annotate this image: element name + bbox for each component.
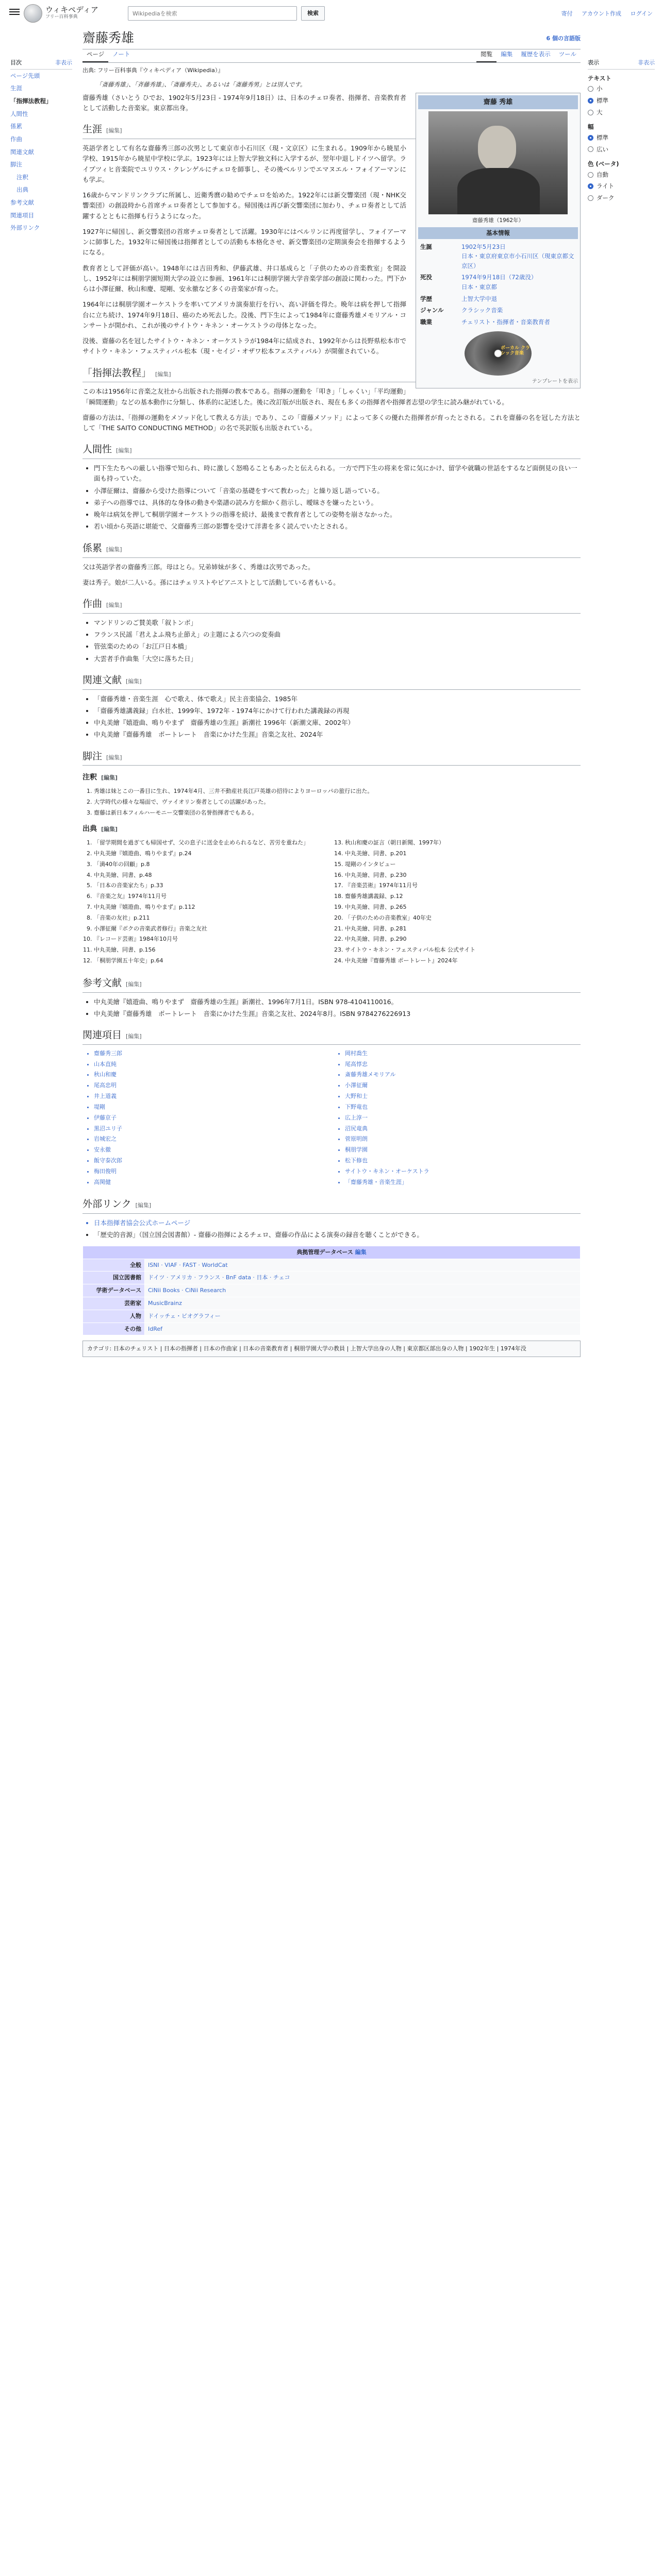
bullet-list [94, 1218, 581, 1241]
list-item: • 若い頃から英語に堪能で、父齋藤秀三郎の影響を受けて洋書を多く読んでいたとされる。 [94, 521, 581, 532]
section-heading [82, 1196, 581, 1214]
authority-links[interactable]: CiNii Books · CiNii Research [145, 1284, 581, 1297]
list-item: • 小澤征爾は、齋藤から受けた指導について「音楽の基礎をすべて教わった」と繰り返し語っている。 [94, 486, 581, 496]
toc-sidebar [10, 52, 72, 234]
infobox-row [418, 241, 578, 272]
infobox-key: 職業 [420, 318, 432, 326]
option-label: 自動 [597, 171, 608, 178]
bullet-list [94, 997, 581, 1020]
reference-item: 4. 中丸美繪、同書、p.48 [94, 871, 329, 880]
reference-item: 20. 「子供のための音楽教室」40年史 [345, 913, 581, 923]
namespace-tabs [82, 49, 134, 62]
edit-section-link[interactable]: [編集] [126, 677, 142, 685]
paragraph: 16歳からマンドリンクラブに所属し、近衛秀麿の勧めでチェロを始めた。1922年には新交響楽団（現・NHK交響楽団）の創設時から首席チェロ奏者として参加する。帰国後は再び新交響楽団に加わり、チェロ奏者として活躍するとともに指揮も行うようになった。 [82, 191, 406, 220]
appearance-panel [588, 52, 655, 204]
infobox-title: 齋藤 秀雄 [418, 95, 578, 109]
color-dark[interactable] [588, 192, 655, 204]
authority-links[interactable]: ISNI · VIAF · FAST · WorldCat [145, 1259, 581, 1272]
infobox-row [418, 316, 578, 328]
related-link[interactable]: • サイトウ・キネン・オーケストラ [345, 1167, 581, 1176]
infobox [416, 93, 581, 388]
authority-links[interactable]: ドイツ · アメリカ · フランス · BnF data · 日本 · チェコ [145, 1272, 581, 1284]
subsection-heading [82, 823, 581, 835]
infobox-value: 上智大学中退 [461, 295, 497, 302]
edit-section-link[interactable]: [編集] [126, 980, 142, 988]
article-main [82, 30, 581, 1357]
infobox-key: 生誕 [420, 243, 432, 250]
note-item: 1. 秀雄は妹とこの一番目に生れ、1974年4月、三井不動産社長江戸英雄の招待によりヨーロッパの旅行に出た。 [94, 787, 581, 796]
external-link[interactable]: • 日本指揮者協会公式ホームページ [94, 1218, 581, 1228]
authority-key: 学術データベース [83, 1284, 145, 1297]
authority-header-row [83, 1246, 581, 1259]
text-size-label: テキスト [588, 74, 611, 82]
notes-list [94, 787, 581, 817]
edit-section-link[interactable]: [編集] [106, 602, 122, 608]
option-label: 広い [597, 145, 608, 153]
radio-selected-icon [588, 135, 593, 141]
related-link[interactable]: • 高関健 [94, 1178, 329, 1187]
radio-icon [588, 86, 593, 92]
toc-item[interactable]: 作曲 [10, 135, 22, 143]
reference-item: 13. 秋山和慶の証言（朝日新聞、1997年） [345, 838, 581, 848]
list-item: • 門下生たちへの厳しい指導で知られ、時に激しく怒鳴ることもあったと伝えられる。一方で門下生の将来を常に気にかけ、留学や就職の世話をするなど面倒見の良い一面も持っていた。 [94, 463, 581, 484]
tab-edit[interactable]: 編集 [501, 50, 513, 58]
related-link[interactable]: • 秋山和慶 [94, 1070, 329, 1079]
option-label: 標準 [597, 97, 608, 105]
appearance-header [588, 57, 655, 70]
edit-section-link[interactable]: [編集] [116, 447, 132, 454]
paragraph: 1964年には桐朋学園オーケストラを率いてアメリカ演奏旅行を行い、高い評価を得た。晩年は病を押して指揮台に立ち続け、1974年9月18日、癌のため死去した。没後、門下生によって1984年に齋藤秀雄メモリアル・コンサートが開かれ、これが後のサイトウ・キネン・オーケストラの母体となった。 [82, 300, 406, 329]
authority-control [82, 1246, 581, 1336]
related-link[interactable]: • 大野和士 [345, 1092, 581, 1101]
external-link[interactable]: • 「歴史的音源」（国立国会図書館）- 齋藤の指揮によるチェロ、齋藤の作品による演奏の録音を聴くことができる。 [94, 1230, 581, 1240]
infobox-key: ジャンル [420, 307, 444, 314]
appearance-title: 表示 [588, 59, 599, 66]
language-button[interactable]: 6 個の言語版 [546, 35, 581, 42]
authority-key: 国立図書館 [83, 1272, 145, 1284]
site-wordmark[interactable] [45, 5, 98, 20]
related-link[interactable]: • 安永徹 [94, 1145, 329, 1155]
infobox-key: 学歴 [420, 295, 432, 302]
edit-section-link[interactable]: [編集] [106, 754, 122, 761]
infobox-row [418, 304, 578, 316]
toc-hide-button[interactable]: 非表示 [55, 59, 72, 66]
tab-read[interactable]: 閲覧 [476, 49, 496, 62]
paragraph: 妻は秀子。娘が二人いる。孫にはチェリストやピアニストとして活動している者もいる。 [82, 578, 340, 586]
bullet-list [94, 694, 581, 740]
option-label: 小 [597, 85, 603, 93]
authority-links[interactable]: MusicBrainz [145, 1297, 581, 1310]
page-title [82, 30, 581, 49]
reference-item: 10. 『レコード芸術』1984年10月号 [94, 935, 329, 944]
radio-icon [588, 110, 593, 115]
authority-key: 芸術家 [83, 1297, 145, 1310]
authority-key: 全般 [83, 1259, 145, 1272]
option-label: 大 [597, 108, 603, 116]
tab-page[interactable]: ページ [82, 49, 108, 62]
portrait-head [478, 126, 516, 171]
note-item: 2. 大学時代の様々な場面で、ヴァイオリン奏者としての活躍があった。 [94, 798, 581, 807]
infobox-table [418, 241, 578, 328]
list-item: • 弟子への指導では、具体的な身体の動きや楽譜の読み方を細かく指示し、曖昧さを嫌ったという。 [94, 498, 581, 508]
authority-links[interactable]: IdRef [145, 1323, 581, 1335]
related-link[interactable]: • 松下修也 [345, 1156, 581, 1165]
list-item: • 中丸美繪『齋藤秀雄 ポートレート 音楽にかけた生涯』音楽之友社、2024年8月。ISBN 9784276226913 [94, 1009, 581, 1019]
related-link[interactable]: • 伊藤京子 [94, 1113, 329, 1123]
list-item: • マンドリンのご賛美歌「叙トンボ」 [94, 618, 581, 628]
paragraph: 教育者として評価が高い。1948年には吉田秀和、伊藤武雄、井口基成らと「子供のための音楽教室」を開設し、1952年には桐朋学園短期大学の設立に参画、1961年には桐朋学園大学音楽学部の創設に関わった。門下からは小澤征爾、秋山和慶、堤剛、安永徹など多くの音楽家が育った。 [82, 264, 406, 293]
related-list [94, 1049, 581, 1189]
authority-key: 人物 [83, 1310, 145, 1323]
toc-item-current[interactable]: 「指揮法教程」 [10, 97, 52, 105]
related-link[interactable]: • 広上淳一 [345, 1113, 581, 1123]
radio-icon [588, 146, 593, 152]
infobox-section: 基本情報 [418, 227, 578, 239]
option-label: 標準 [597, 133, 608, 141]
paragraph: この本は1956年に音楽之友社から出版された指揮の教本である。指揮の運動を「叩き」「しゃくい」「平均運動」「瞬間運動」などの基本動作に分類し、体系的に記述した。後に改訂版が出版され、現在も多くの指揮者や指揮者志望の学生に読み継がれている。 [82, 387, 508, 406]
wikipedia-logo-icon[interactable] [24, 4, 42, 23]
reference-item: 24. 中丸美繪『齋藤秀雄 ポートレート』2024年 [345, 956, 581, 965]
toc-item[interactable]: 外部リンク [10, 224, 40, 232]
related-link[interactable]: • 桐朋学園 [345, 1145, 581, 1155]
section-title: 作曲 [82, 598, 103, 609]
subsection-title: 出典 [82, 825, 97, 834]
authority-row [83, 1310, 581, 1323]
section-heading [82, 1027, 581, 1045]
genre-cd-icon[interactable] [465, 331, 532, 376]
width-label: 幅 [588, 123, 594, 131]
cd-label: ボーカル クラシック音楽 [501, 345, 530, 357]
color-light[interactable] [588, 180, 655, 192]
related-link[interactable]: • 菅原明朗 [345, 1134, 581, 1144]
text-size-large[interactable] [588, 107, 655, 118]
authority-key: その他 [83, 1323, 145, 1335]
search-button[interactable]: 検索 [301, 6, 325, 21]
related-link[interactable]: • 下野竜也 [345, 1103, 581, 1112]
reference-item: 12. 「桐朋学園五十年史」p.64 [94, 956, 329, 965]
reference-item: 1. 「留学期間を過ぎても帰国せず、父の息子に送金を止められるなど、苦労を重ねた」 [94, 838, 329, 848]
reference-item: 7. 中丸美繪『嬉遊曲、鳴りやまず』p.112 [94, 903, 329, 912]
toc-item[interactable]: 脚注 [10, 161, 22, 168]
toc-item[interactable]: 係累 [10, 123, 22, 130]
create-account-link[interactable]: アカウント作成 [582, 10, 622, 17]
edit-section-link[interactable]: [編集] [126, 1033, 142, 1040]
user-links [554, 9, 653, 19]
authority-row [83, 1284, 581, 1297]
portrait-image[interactable] [428, 111, 568, 214]
edit-section-link[interactable]: [編集] [106, 546, 122, 553]
list-item: • 管弦楽のための「お江戸日本橋」 [94, 641, 581, 652]
infobox-value: クラシック音楽 [461, 307, 503, 314]
text-size-standard[interactable] [588, 95, 655, 107]
infobox-row [418, 293, 578, 305]
authority-row [83, 1323, 581, 1335]
color-label: 色 (ベータ) [588, 160, 619, 168]
login-link[interactable]: ログイン [630, 10, 653, 17]
paragraph: 齋藤の方法は、「指揮の運動をメソッド化して教える方法」であり、この「齋藤メソッド」によって多くの優れた指揮者が育ったとされる。これを齋藤の名を冠した方法として「THE SAITO CONDUCTING METHOD」の名で英訳版も出版されている。 [82, 413, 581, 432]
radio-icon [588, 195, 593, 201]
bullet-list [94, 618, 581, 664]
edit-section-link[interactable]: [編集] [101, 774, 118, 782]
reference-item: 18. 齋藤秀雄講義録、p.12 [345, 892, 581, 901]
toc-item[interactable]: ページ先頭 [10, 72, 40, 79]
reference-item: 11. 中丸美繪、同書、p.156 [94, 945, 329, 955]
section-title: 生涯 [82, 124, 103, 135]
authority-links[interactable]: ドイッチェ・ビオグラフィー [145, 1310, 581, 1323]
paragraph: 父は英語学者の齋藤秀三郎。母はとら。兄弟姉妹が多く、秀雄は次男であった。 [82, 563, 315, 571]
donate-link[interactable]: 寄付 [561, 10, 573, 17]
view-tabs [476, 49, 581, 62]
infobox-caption: 齋藤秀雄（1962年） [472, 217, 524, 224]
reference-item: 5. 「日本の音楽家たち」p.33 [94, 881, 329, 890]
site-tagline: フリー百科事典 [45, 14, 78, 20]
bullet-list [94, 463, 581, 532]
page-title-text: 齋藤秀雄 [82, 30, 135, 45]
authority-title [83, 1246, 581, 1259]
edit-section-link[interactable]: [編集] [135, 1202, 152, 1209]
tab-talk[interactable]: ノート [112, 50, 130, 58]
section-heading [82, 540, 581, 558]
menu-icon[interactable] [9, 7, 20, 18]
option-label: ダーク [597, 194, 615, 202]
authority-row [83, 1259, 581, 1272]
text-size-small[interactable] [588, 83, 655, 95]
toc-item[interactable]: 関連項目 [10, 211, 34, 219]
section-heading [82, 975, 581, 993]
reference-item: 2. 中丸美繪『嬉遊曲、鳴りやまず』p.24 [94, 849, 329, 858]
toc-item[interactable]: 参考文献 [10, 199, 34, 207]
lead-paragraph: 齋藤秀雄（さいとう ひでお、1902年5月23日 - 1974年9月18日）は、日本のチェロ奏者、指揮者、音楽教育者として活動した音楽家。東京都出身。 [82, 93, 406, 112]
toc-item[interactable]: 生涯 [10, 84, 22, 92]
related-link[interactable]: • 尾高惇忠 [345, 1060, 581, 1069]
tab-tools[interactable]: ツール [558, 50, 576, 58]
toc-subitem[interactable]: 出典 [16, 186, 28, 194]
related-link[interactable]: • 尾高忠明 [94, 1081, 329, 1090]
section-title: 関連項目 [82, 1029, 122, 1041]
section-title: 係累 [82, 542, 103, 554]
section-heading [82, 442, 581, 459]
related-link[interactable]: • 斎藤秀雄メモリアル [345, 1070, 581, 1079]
authority-edit-link[interactable]: 編集 [355, 1248, 367, 1256]
edit-section-link[interactable]: [編集] [155, 370, 171, 378]
section-heading [82, 672, 581, 690]
width-wide[interactable] [588, 144, 655, 156]
authority-row [83, 1272, 581, 1284]
toc-item[interactable]: 人間性 [10, 110, 28, 117]
toc-header [10, 57, 72, 70]
infobox-value: 1974年9月18日（72歳没） 日本・東京都 [461, 274, 537, 291]
reference-item: 16. 中丸美繪、同書、p.230 [345, 871, 581, 880]
reference-item: 22. 中丸美繪、同書、p.290 [345, 935, 581, 944]
hatnote: 「斎藤秀雄」、「斉藤秀雄」、「斎藤秀夫」、あるいは「斎藤秀男」とは別人です。 [96, 81, 306, 89]
reference-item: 23. サイトウ・キネン・フェスティバル松本 公式サイト [345, 945, 581, 955]
section-heading [82, 596, 581, 614]
related-link[interactable]: • 沼尻竜典 [345, 1124, 581, 1133]
section-title: 外部リンク [82, 1198, 131, 1210]
related-link[interactable]: • 岩城宏之 [94, 1134, 329, 1144]
authority-row [83, 1297, 581, 1310]
list-item: • 「齋藤秀雄講義録」白水社、1999年、1972年 - 1974年にかけて行われた講義録の再現 [94, 706, 581, 716]
toc-item[interactable]: 関連文献 [10, 148, 34, 156]
section-title: 「指揮法教程」 [82, 367, 152, 379]
paragraph: 1927年に帰国し、新交響楽団の首席チェロ奏者として活躍。1930年にはベルリンに再度留学し、フォイアーマンに師事した。1932年に帰国後は指揮者としての活動も本格化させ、新交響楽団の定期演奏会を指揮するようになる。 [82, 227, 406, 257]
related-link[interactable]: • 井上道義 [94, 1092, 329, 1101]
appearance-hide-button[interactable]: 非表示 [638, 59, 655, 66]
template-link[interactable]: テンプレートを表示 [532, 378, 578, 384]
section-title: 脚注 [82, 750, 103, 762]
list-item: • 中丸美繪『嬉遊曲、鳴りやまず 齋藤秀雄の生涯』新潮社、1996年7月1日。ISBN 978-4104110016。 [94, 997, 581, 1007]
search-box [128, 6, 297, 21]
related-link[interactable]: • 飯守泰次郎 [94, 1156, 329, 1165]
list-item: • フランス民謡「君えよふ飛ち止節え」の主題による六つの変奏曲 [94, 630, 581, 640]
related-link[interactable]: • 梅田俊明 [94, 1167, 329, 1176]
toc-subitem[interactable]: 注釈 [16, 173, 28, 181]
related-link[interactable]: • 岡村喬生 [345, 1049, 581, 1058]
list-item: • 「齋藤秀雄・音楽生涯 心で歌え、体で歌え」民主音楽協会、1985年 [94, 694, 581, 704]
paragraph: 英語学者として有名な齋藤秀三郎の次男として東京市小石川区（現・文京区）に生まれる。1909年から暁星小学校、1915年から暁星中学校に学ぶ。1923年には上智大学独文科に入学するが、翌年中退しドイツへ留学。ライプツィヒ音楽院でユリウス・クレンゲルにチェロを師事し、その後ベルリンでエマヌエル・フォイアーマンにも学ぶ。 [82, 144, 406, 183]
radio-selected-icon [588, 183, 593, 189]
reference-item: 9. 小澤征爾『ボクの音楽武者修行』音楽之友社 [94, 924, 329, 934]
site-name: ウィキペディア [45, 5, 98, 14]
note-item: 3. 齋藤は新日本フィルハーモニー交響楽団の名誉指揮者でもある。 [94, 808, 581, 818]
source-note: 出典: フリー百科事典『ウィキペディア（Wikipedia）』 [82, 66, 224, 74]
section-title: 関連文献 [82, 674, 122, 686]
authority-title-text: 典拠管理データベース [296, 1248, 353, 1256]
reference-item: 6. 『音楽之友』1974年11月号 [94, 892, 329, 901]
infobox-value: チェリスト・指揮者・音楽教育者 [461, 318, 550, 326]
toc-title: 目次 [10, 59, 22, 66]
section-title: 人間性 [82, 444, 112, 455]
reference-item: 17. 『音楽芸術』1974年11月号 [345, 881, 581, 890]
reference-item: 14. 中丸美繪、同書、p.201 [345, 849, 581, 858]
related-link[interactable]: • 「齋藤秀雄・音楽生涯」 [345, 1178, 581, 1187]
tab-history[interactable]: 履歴を表示 [521, 50, 551, 58]
search-input[interactable] [133, 10, 277, 17]
section-heading [82, 749, 581, 766]
list-item: • 晩年は病気を押して桐朋学園オーケストラの指導を続け、最後まで教育者としての姿勢を崩さなかった。 [94, 510, 581, 520]
list-item: • 大雲者手作曲集「大空に落ちた日」 [94, 654, 581, 664]
page-tabs [82, 49, 581, 63]
infobox-row [418, 272, 578, 293]
related-link[interactable]: • 黒沼ユリ子 [94, 1124, 329, 1133]
reference-item: 15. 堤剛のインタビュー [345, 860, 581, 869]
site-header [0, 0, 662, 29]
related-link[interactable]: • 山本直純 [94, 1060, 329, 1069]
section-title: 参考文献 [82, 977, 122, 989]
subsection-title: 注釈 [82, 773, 97, 782]
radio-icon [588, 172, 593, 178]
radio-selected-icon [588, 98, 593, 104]
portrait-body [457, 168, 540, 214]
edit-section-link[interactable]: [編集] [101, 826, 118, 833]
related-link[interactable]: • 齋藤秀三郎 [94, 1049, 329, 1058]
list-item: • 中丸美繪『嬉遊曲、鳴りやまず 齋藤秀雄の生涯』新潮社 1996年（新潮文庫、2002年） [94, 718, 581, 728]
reference-item: 21. 中丸美繪、同書、p.281 [345, 924, 581, 934]
infobox-key: 死没 [420, 274, 432, 281]
related-link[interactable]: • 堤剛 [94, 1103, 329, 1112]
category-box[interactable]: カテゴリ: 日本のチェリスト | 日本の指揮者 | 日本の作曲家 | 日本の音楽教育者 | 桐朋学園大学の教員 | 上智大学出身の人物 | 東京都区部出身の人物 | 1902年生 | 1974年没 [82, 1341, 581, 1357]
reference-item: 19. 中丸美繪、同書、p.265 [345, 903, 581, 912]
references-list [94, 838, 581, 967]
width-standard[interactable] [588, 132, 655, 144]
edit-section-link[interactable]: [編集] [106, 127, 122, 134]
color-auto[interactable] [588, 169, 655, 181]
option-label: ライト [597, 182, 615, 190]
related-link[interactable]: • 小澤征爾 [345, 1081, 581, 1090]
paragraph: 没後、齋藤の名を冠したサイトウ・キネン・オーケストラが1984年に結成され、1992年からは長野県松本市でサイトウ・キネン・フェスティバル松本（現・セイジ・オザワ松本フェスティバル）が開催されている。 [82, 337, 406, 355]
list-item: • 中丸美繪『齋藤秀雄 ポートレート 音楽にかけた生涯』音楽之友社、2024年 [94, 730, 581, 740]
subsection-heading [82, 772, 581, 784]
infobox-value: 1902年5月23日 日本・東京府東京市小石川区（現東京都文京区） [461, 243, 574, 269]
reference-item: 8. 「音楽の友社」p.211 [94, 913, 329, 923]
reference-item: 3. 「満40年の回顧」p.8 [94, 860, 329, 869]
